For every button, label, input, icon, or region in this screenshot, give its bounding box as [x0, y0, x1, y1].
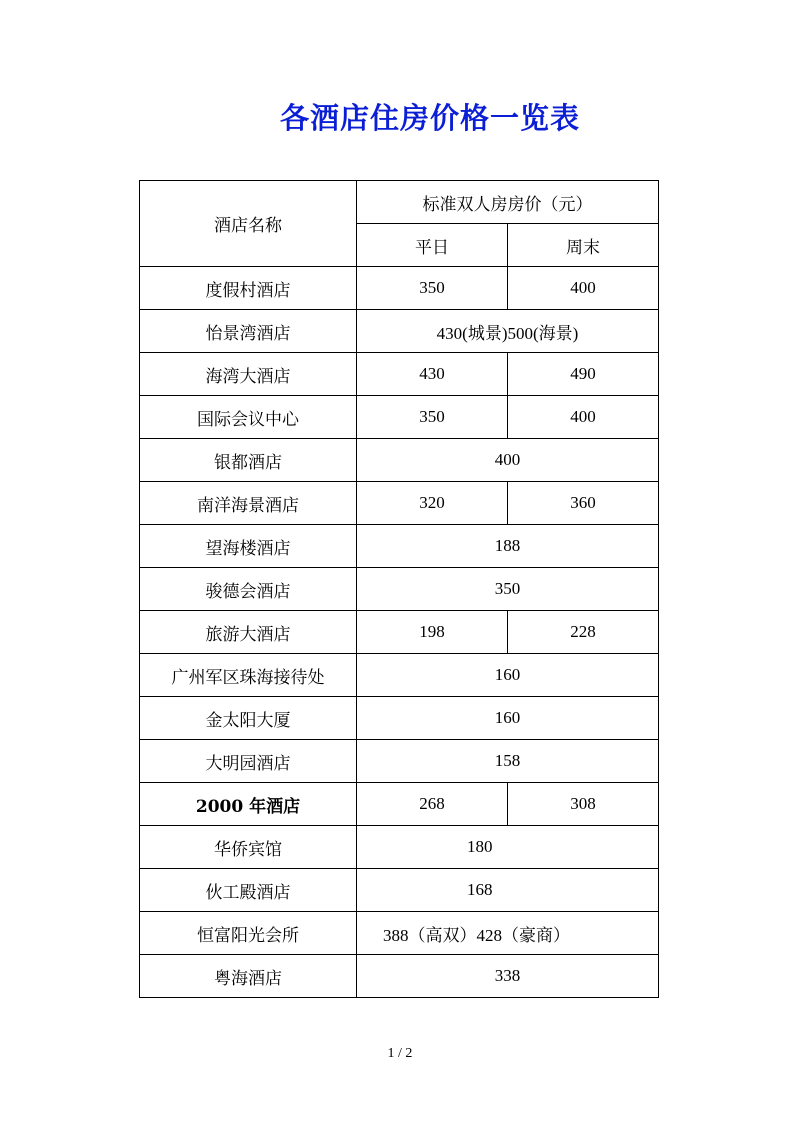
- price: 168: [357, 869, 659, 912]
- weekday-price: 430: [357, 353, 508, 396]
- weekday-price: 350: [357, 396, 508, 439]
- table-row: [140, 568, 659, 611]
- price: 400: [357, 439, 659, 482]
- table-row: [140, 482, 659, 525]
- hotel-name: 旅游大酒店: [140, 611, 357, 654]
- price: 388（高双）428（豪商）: [357, 912, 659, 955]
- price: 160: [357, 697, 659, 740]
- table-row: [140, 396, 659, 439]
- table-header-row: [140, 181, 659, 224]
- weekend-price: 360: [508, 482, 659, 525]
- price: 338: [357, 955, 659, 998]
- table-row: [140, 697, 659, 740]
- table-row: [140, 740, 659, 783]
- weekend-price: 400: [508, 396, 659, 439]
- weekday-price: 350: [357, 267, 508, 310]
- table-row: [140, 955, 659, 998]
- hotel-name: 粤海酒店: [140, 955, 357, 998]
- hotel-name: 望海楼酒店: [140, 525, 357, 568]
- table-row: [140, 869, 659, 912]
- hotel-name: 2000 年酒店: [140, 783, 357, 826]
- hotel-name: 国际会议中心: [140, 396, 357, 439]
- hotel-name: 金太阳大厦: [140, 697, 357, 740]
- hotel-name: 度假村酒店: [140, 267, 357, 310]
- weekend-price: 400: [508, 267, 659, 310]
- price: 430(城景)500(海景): [357, 310, 659, 353]
- price-group-header: 标准双人房房价（元）: [357, 181, 659, 224]
- hotel-name-header: 酒店名称: [140, 181, 357, 267]
- table-row: [140, 439, 659, 482]
- weekend-header: 周末: [508, 224, 659, 267]
- hotel-name: 大明园酒店: [140, 740, 357, 783]
- weekend-price: 308: [508, 783, 659, 826]
- table-row: [140, 654, 659, 697]
- hotel-price-table: [139, 180, 659, 998]
- price: 188: [357, 525, 659, 568]
- hotel-name: 华侨宾馆: [140, 826, 357, 869]
- price: 350: [357, 568, 659, 611]
- hotel-name: 怡景湾酒店: [140, 310, 357, 353]
- hotel-name: 银都酒店: [140, 439, 357, 482]
- table-row: [140, 611, 659, 654]
- price: 158: [357, 740, 659, 783]
- table-row: [140, 310, 659, 353]
- hotel-name: 南洋海景酒店: [140, 482, 357, 525]
- table-row: [140, 353, 659, 396]
- weekday-price: 268: [357, 783, 508, 826]
- hotel-name: 伙工殿酒店: [140, 869, 357, 912]
- weekday-price: 198: [357, 611, 508, 654]
- hotel-name: 恒富阳光会所: [140, 912, 357, 955]
- hotel-name: 广州军区珠海接待处: [140, 654, 357, 697]
- table-row: [140, 912, 659, 955]
- table-row: [140, 525, 659, 568]
- page-number: 1 / 2: [387, 1046, 413, 1061]
- page-title: 各酒店住房价格一览表: [279, 101, 580, 135]
- hotel-name: 骏德会酒店: [140, 568, 357, 611]
- weekday-header: 平日: [357, 224, 508, 267]
- price: 160: [357, 654, 659, 697]
- price: 180: [357, 826, 659, 869]
- table-row: [140, 826, 659, 869]
- table-row: [140, 267, 659, 310]
- table-row: [140, 783, 659, 826]
- weekday-price: 320: [357, 482, 508, 525]
- weekend-price: 490: [508, 353, 659, 396]
- hotel-name: 海湾大酒店: [140, 353, 357, 396]
- weekend-price: 228: [508, 611, 659, 654]
